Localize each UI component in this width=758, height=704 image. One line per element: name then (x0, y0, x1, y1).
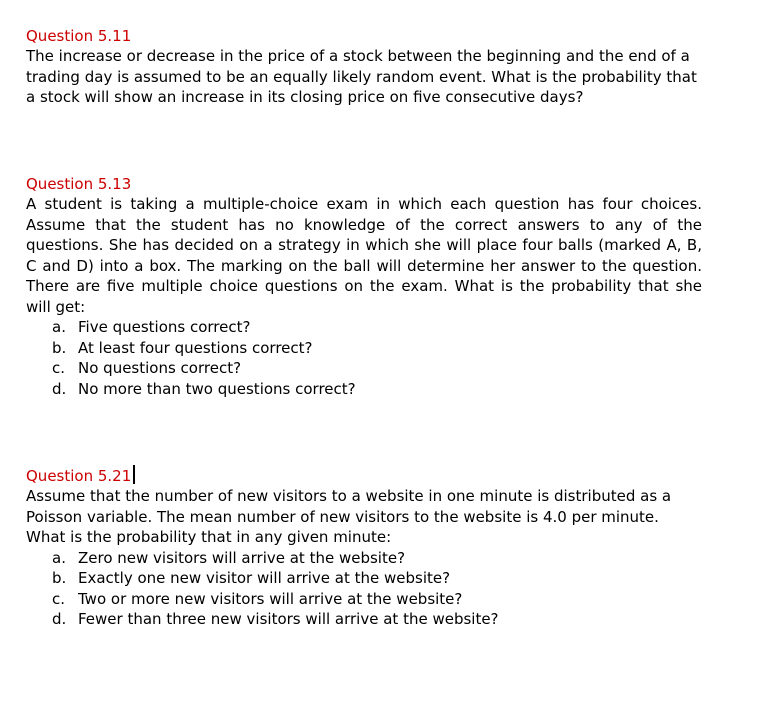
question-title: Question 5.21 (26, 467, 132, 485)
option-text: No more than two questions correct? (78, 379, 356, 398)
option-a (52, 548, 702, 569)
option-c (52, 589, 702, 610)
option-text: Exactly one new visitor will arrive at the website? (78, 569, 451, 587)
question-5-21 (26, 465, 702, 630)
question-title: Question 5.13 (26, 175, 132, 193)
option-text: Two or more new visitors will arrive at the website? (78, 589, 463, 608)
option-letter: b. (52, 569, 67, 587)
text-cursor (133, 465, 135, 484)
option-letter: c. (52, 359, 66, 377)
question-body: A student is taking a multiple-choice exam in which each question has four choices. Assume that the student has no knowledge of the correct answers to any of the questions. She has decided on a strategy in which she will place four balls (marked A, B, C and D) into a box. The marking on the ball will determine her answer to the question. There are five multiple choice questions on the exam. What is the probability that she will get: (26, 195, 702, 316)
option-letter: d. (52, 610, 67, 628)
option-letter: b. (52, 338, 67, 357)
option-d (52, 609, 702, 630)
option-letter: d. (52, 379, 67, 398)
option-c (52, 358, 702, 379)
option-text: No questions correct? (78, 359, 242, 377)
option-a (52, 317, 702, 338)
option-letter: a. (52, 318, 66, 336)
option-d (52, 379, 702, 400)
option-b (52, 568, 702, 589)
option-b (52, 338, 702, 359)
question-body: Assume that the number of new visitors to a website in one minute is distributed as a Poisson variable. The mean number of new visitors to the website is 4.0 per minute. What is the probability that in any given minute: (26, 487, 672, 546)
answer-options (26, 548, 702, 630)
question-title: Question 5.11 (26, 27, 132, 45)
answer-options (26, 317, 702, 399)
option-text: Five questions correct? (78, 318, 251, 336)
question-title-row (26, 465, 702, 486)
question-5-11 (26, 26, 702, 108)
question-body: The increase or decrease in the price of a stock between the beginning and the end of a trading day is assumed to be an equally likely random event. What is the probability that a stock will show an increase in its closing price on five consecutive days? (26, 47, 697, 106)
option-text: Fewer than three new visitors will arrive at the website? (78, 610, 499, 628)
option-letter: a. (52, 548, 66, 567)
option-text: Zero new visitors will arrive at the website? (78, 548, 406, 567)
option-text: At least four questions correct? (78, 338, 313, 357)
question-5-13 (26, 174, 702, 399)
option-letter: c. (52, 589, 66, 608)
